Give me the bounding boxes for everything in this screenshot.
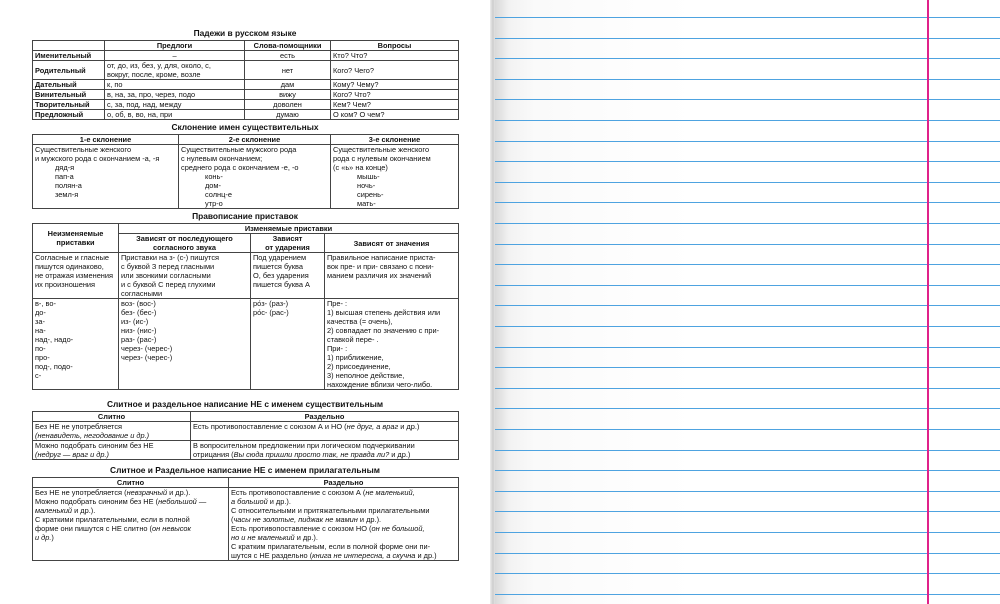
rule-line bbox=[495, 244, 1000, 245]
cases-header-prepositions: Предлоги bbox=[105, 41, 245, 51]
case-helper: вижу bbox=[245, 90, 331, 100]
rule-line bbox=[495, 491, 1000, 492]
rule-line bbox=[495, 38, 1000, 39]
prefixes-rule-unchangeable: Согласные и гласные пишутся одинаково, не отражая изменения их произношения bbox=[33, 253, 119, 299]
ne-adjectives-header-together: Слитно bbox=[33, 478, 229, 488]
prefixes-header-unchangeable: Неизменяемые приставки bbox=[33, 224, 119, 253]
prefixes-header-sound: Зависят от последующего согласного звука bbox=[119, 234, 251, 253]
ne-nouns-separate-1: Есть противопоставление с союзом А и НО (не друг, а враг и др.) bbox=[191, 422, 459, 441]
prefixes-examples-stress: ро́з- (раз-) ро́с- (рас-) bbox=[251, 299, 325, 390]
case-helper: дам bbox=[245, 80, 331, 90]
rule-line bbox=[495, 99, 1000, 100]
case-name: Предложный bbox=[33, 110, 105, 120]
declension-table bbox=[32, 134, 459, 209]
case-prepositions: о, об, в, во, на, при bbox=[105, 110, 245, 120]
declension-body-row bbox=[33, 145, 459, 209]
rule-line bbox=[495, 408, 1000, 409]
declension-title: Склонение имен существительных bbox=[171, 122, 319, 132]
rule-line bbox=[495, 511, 1000, 512]
cases-header-row bbox=[33, 41, 459, 51]
prefixes-examples-unchangeable: в-, во- до- за- на- над-, надо- по- про- под-, подо- с- bbox=[33, 299, 119, 390]
rule-line bbox=[495, 450, 1000, 451]
ne-adjectives-header-row bbox=[33, 478, 459, 488]
prefixes-examples-sound: воз- (вос-) без- (бес-) из- (ис-) низ- (нис-) раз- (рас-) через- (черес-) через- (черес-) bbox=[119, 299, 251, 390]
case-questions: Кого? Чего? bbox=[331, 61, 459, 80]
prefixes-rule-stress: Под ударением пишется буква О, без ударения пишется буква А bbox=[251, 253, 325, 299]
cases-table bbox=[32, 40, 459, 120]
ne-nouns-table bbox=[32, 411, 459, 460]
case-row-instrumental bbox=[33, 100, 459, 110]
case-row-nominative bbox=[33, 51, 459, 61]
case-helper: есть bbox=[245, 51, 331, 61]
case-prepositions: с, за, под, над, между bbox=[105, 100, 245, 110]
case-questions: Кого? Что? bbox=[331, 90, 459, 100]
ne-adjectives-together: Без НЕ не употребляется (невзрачный и др.). Можно подобрать синоним без НЕ (небольшой — маленький и др.). С краткими прилагательными, если в полной форме они пишутся с НЕ слитно (он невысок и др.) bbox=[33, 488, 229, 561]
rule-line bbox=[495, 223, 1000, 224]
rule-line bbox=[495, 429, 1000, 430]
ne-nouns-together-1: Без НЕ не употребляется (ненавидеть, негодование и др.) bbox=[33, 422, 191, 441]
case-name: Винительный bbox=[33, 90, 105, 100]
ne-nouns-together-2: Можно подобрать синоним без НЕ (недруг — враг и др.) bbox=[33, 441, 191, 460]
rule-line bbox=[495, 470, 1000, 471]
rule-line bbox=[495, 58, 1000, 59]
reference-page bbox=[0, 0, 492, 604]
case-name: Творительный bbox=[33, 100, 105, 110]
declension-col-3: Существительные женского рода с нулевым окончанием (с «ь» на конце) мышь- ночь- сирень- мать- bbox=[331, 145, 459, 209]
case-row-genitive bbox=[33, 61, 459, 80]
case-name: Дательный bbox=[33, 80, 105, 90]
ne-nouns-header-separate: Раздельно bbox=[191, 412, 459, 422]
declension-header-row bbox=[33, 135, 459, 145]
cases-header-helpers: Слова-помощники bbox=[245, 41, 331, 51]
declension-header-2: 2-е склонение bbox=[179, 135, 331, 145]
case-row-dative bbox=[33, 80, 459, 90]
rule-line bbox=[495, 305, 1000, 306]
case-prepositions: в, на, за, про, через, подо bbox=[105, 90, 245, 100]
rule-line bbox=[495, 367, 1000, 368]
case-questions: О ком? О чем? bbox=[331, 110, 459, 120]
ne-adjectives-title: Слитное и Раздельное написание НЕ с именем прилагательным bbox=[110, 465, 380, 475]
rule-line bbox=[495, 161, 1000, 162]
prefixes-rule-meaning: Правильное написание приста- вок пре- и при- связано с пони- манием различия их значений bbox=[325, 253, 459, 299]
case-row-prepositional bbox=[33, 110, 459, 120]
ne-nouns-row-2 bbox=[33, 441, 459, 460]
case-prepositions: к, по bbox=[105, 80, 245, 90]
rule-line bbox=[495, 553, 1000, 554]
rule-line bbox=[495, 120, 1000, 121]
rule-line bbox=[495, 347, 1000, 348]
prefixes-header-meaning: Зависят от значения bbox=[325, 234, 459, 253]
prefixes-header-changeable: Изменяемые приставки bbox=[119, 224, 459, 234]
declension-header-1: 1-е склонение bbox=[33, 135, 179, 145]
case-prepositions: от, до, из, без, у, для, около, с, вокруг, после, кроме, возле bbox=[105, 61, 245, 80]
rule-line bbox=[495, 285, 1000, 286]
ne-nouns-header-row bbox=[33, 412, 459, 422]
cases-title: Падежи в русском языке bbox=[193, 28, 297, 38]
rule-line bbox=[495, 79, 1000, 80]
case-row-accusative bbox=[33, 90, 459, 100]
case-questions: Кто? Что? bbox=[331, 51, 459, 61]
prefixes-examples-meaning: Пре- : 1) высшая степень действия или качества (= очень), 2) совпадает по значению с при- ставкой пере- . При- : 1) приближение, 2) присоединение, 3) неполное действие, нахождение вблизи чего-либо. bbox=[325, 299, 459, 390]
case-questions: Кем? Чем? bbox=[331, 100, 459, 110]
rule-line bbox=[495, 202, 1000, 203]
declension-header-3: 3-е склонение bbox=[331, 135, 459, 145]
rule-line bbox=[495, 388, 1000, 389]
case-questions: Кому? Чему? bbox=[331, 80, 459, 90]
rule-line bbox=[495, 594, 1000, 595]
rule-line bbox=[495, 326, 1000, 327]
ne-nouns-header-together: Слитно bbox=[33, 412, 191, 422]
rule-line bbox=[495, 532, 1000, 533]
ne-adjectives-separate: Есть противопоставление с союзом А (не маленький, а большой и др.). С относительными и притяжательными прилагательными (часы не золотые, пиджак не мамин и др.). Есть противопоставление с союзом НО (он не большой, но и не маленький и др.). С кратким прилагательным, если в полной форме они пи- шутся с НЕ раздельно (книга не интересна, а скучна и др.) bbox=[229, 488, 459, 561]
ruled-page bbox=[495, 0, 1000, 604]
case-name: Именительный bbox=[33, 51, 105, 61]
declension-col-2: Существительные мужского рода с нулевым окончанием; среднего рода с окончанием -е, -о конь- дом- солнц-е утр-о bbox=[179, 145, 331, 209]
case-helper: нет bbox=[245, 61, 331, 80]
case-prepositions: – bbox=[105, 51, 245, 61]
ne-nouns-separate-2: В вопросительном предложении при логическом подчеркивании отрицания (Вы сюда пришли просто так, не правда ли? и др.) bbox=[191, 441, 459, 460]
ne-nouns-row-1 bbox=[33, 422, 459, 441]
declension-col-1: Существительные женского и мужского рода с окончанием -а, -я дяд-я пап-а полян-а земл-я bbox=[33, 145, 179, 209]
prefixes-rule-sound: Приставки на з- (с-) пишутся с буквой З перед гласными или звонкими согласными и с буквой С перед глухими согласными bbox=[119, 253, 251, 299]
margin-line bbox=[927, 0, 929, 604]
reference-content bbox=[32, 27, 458, 561]
case-helper: думаю bbox=[245, 110, 331, 120]
cases-header-empty bbox=[33, 41, 105, 51]
prefixes-examples-row bbox=[33, 299, 459, 390]
ne-adjectives-header-separate: Раздельно bbox=[229, 478, 459, 488]
rule-line bbox=[495, 17, 1000, 18]
ne-nouns-title: Слитное и раздельное написание НЕ с именем существительным bbox=[106, 399, 384, 409]
prefixes-header-row-1 bbox=[33, 224, 459, 234]
prefixes-title: Правописание приставок bbox=[192, 211, 298, 221]
case-name: Родительный bbox=[33, 61, 105, 80]
rule-line bbox=[495, 182, 1000, 183]
rule-line bbox=[495, 264, 1000, 265]
ne-adjectives-body-row bbox=[33, 488, 459, 561]
prefixes-rules-row bbox=[33, 253, 459, 299]
rule-line bbox=[495, 141, 1000, 142]
cases-header-questions: Вопросы bbox=[331, 41, 459, 51]
ne-adjectives-table bbox=[32, 477, 459, 561]
prefixes-header-stress: Зависят от ударения bbox=[251, 234, 325, 253]
prefixes-table bbox=[32, 223, 459, 390]
rule-line bbox=[495, 573, 1000, 574]
case-helper: доволен bbox=[245, 100, 331, 110]
